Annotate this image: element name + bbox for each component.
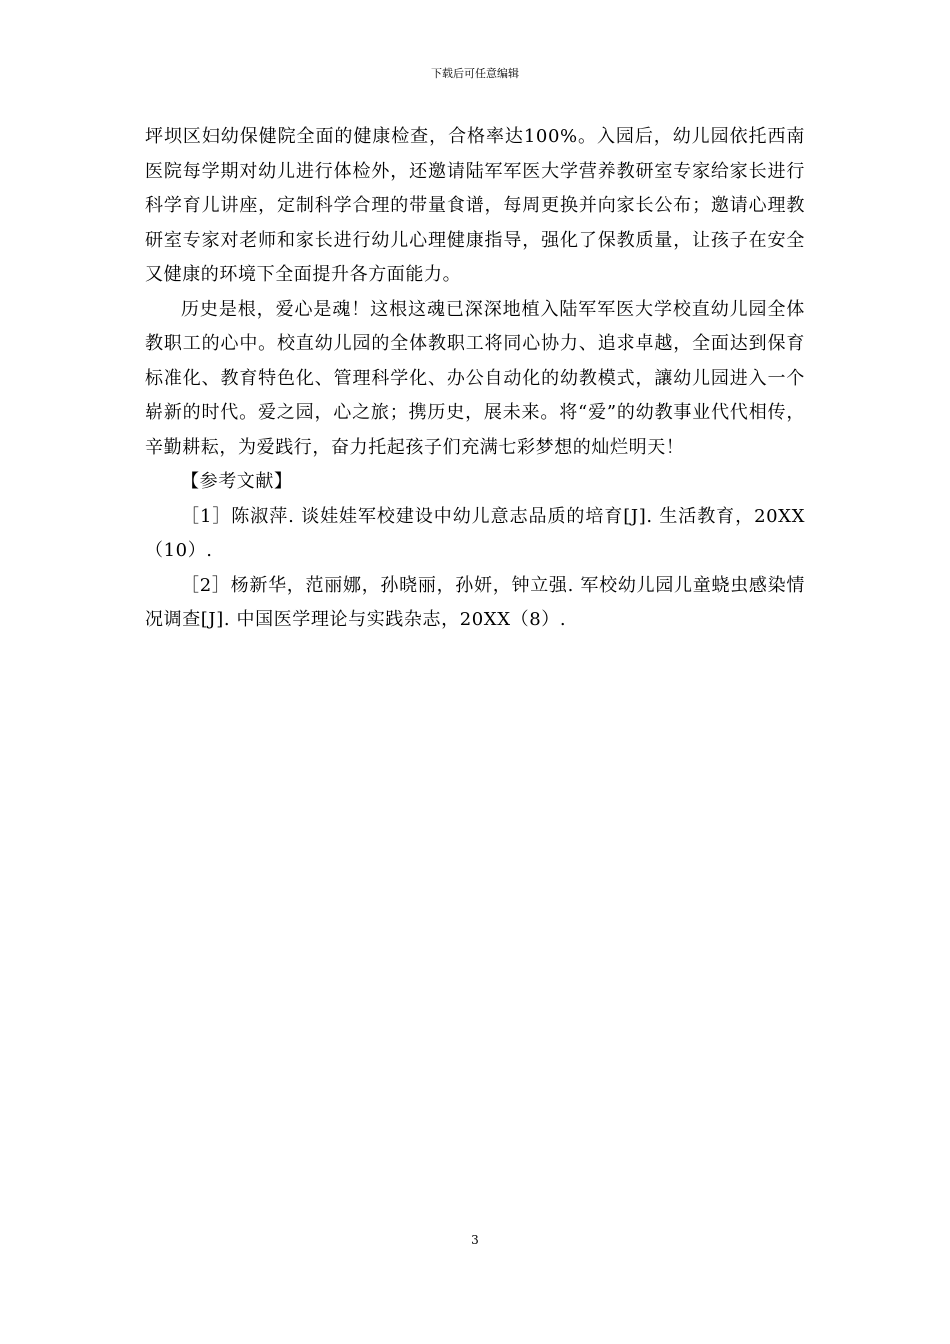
body-paragraph: 历史是根，爱心是魂！这根这魂已深深地植入陆军军医大学校直幼儿园全体教职工的心中。校直幼儿园的全体教职工将同心协力、追求卓越，全面达到保育标准化、教育特色化、管理科学化、办公自动化的幼教模式，讓幼儿园进入一个崭新的时代。爱之园，心之旅；携历史，展未来。将“爱”的幼教事业代代相传，辛勤耕耘，为爱践行，奋力托起孩子们充满七彩梦想的灿烂明天！ [145, 298, 805, 458]
body-paragraph-continued: 坪坝区妇幼保健院全面的健康检查，合格率达100%。入园后，幼儿园依托西南医院每学期对幼儿进行体检外，还邀请陆军军医大学营养教研室专家给家长进行科学育儿讲座，定制科学合理的带量食谱，每周更换并向家长公布；邀请心理教研室专家对老师和家长进行幼儿心理健康指导，强化了保教质量，让孩子在安全又健康的环境下全面提升各方面能力。 [145, 126, 805, 285]
reference-item-2: ［2］杨新华，范丽娜，孙晓丽，孙妍，钟立强. 军校幼儿园儿童蛲虫感染情况调查[J]. 中国医学理论与实践杂志，20XX（8）. [145, 574, 805, 630]
document-body [145, 120, 805, 638]
page-header: 下载后可任意编辑 [431, 67, 519, 80]
reference-item-1: ［1］陈淑萍. 谈娃娃军校建设中幼儿意志品质的培育[J]. 生活教育，20XX（10）. [145, 505, 805, 561]
references-heading: 【参考文献】 [181, 471, 293, 492]
page-number: 3 [471, 1233, 479, 1247]
